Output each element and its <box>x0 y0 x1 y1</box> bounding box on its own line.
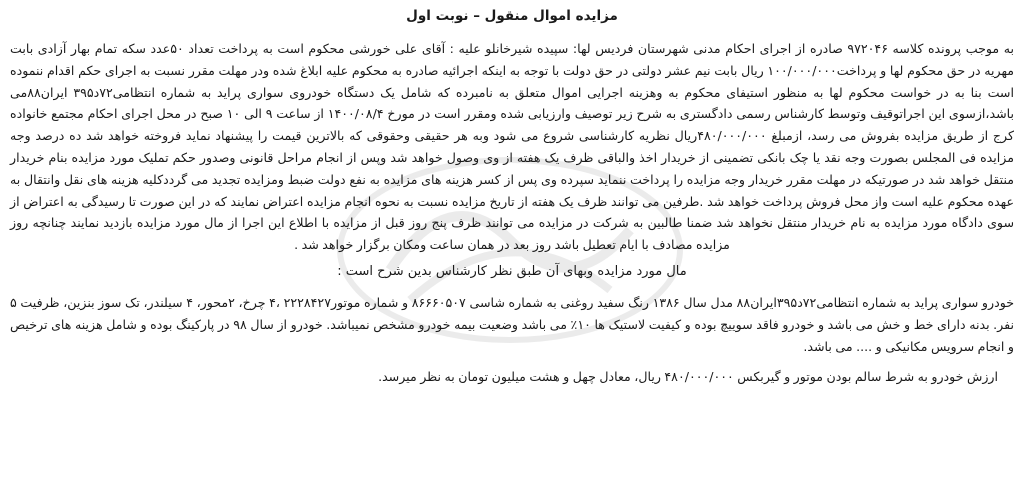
vehicle-specs-paragraph: خودرو سواری پراید به شماره انتظامی۷۲د۳۹۵ایران۸۸ مدل سال ۱۳۸۶ رنگ سفید روغنی به شماره شاسی ۸۶۶۶۰۵۰۷ و شماره موتور۲۲۲۸۴۲۷ ،۴ چرخ، ۲محور، ۴ سیلندر، تک سوز بنزین، ظرفیت ۵ نفر. بدنه دارای خط و خش می باشد و خودرو فاقد سوییچ بوده و کیفیت لاستیک ها ۱۰٪ می باشد وضعیت بیمه خودرو مشخص نمیباشد. خودرو از سال ۹۸ در پارکینگ بوده و شامل هزینه های ترخیص و انجام سرویس مکانیکی و .... می باشد. <box>10 294 1014 354</box>
appraisal-subtitle: مال مورد مزایده وبهای آن طبق نظر کارشناس بدین شرح است : <box>337 263 687 279</box>
notice-body-paragraph: به موجب پرونده کلاسه ۹۷۲۰۴۶ صادره از اجرای احکام مدنی شهرستان فردیس لها: سپیده شیرخانلو علیه : آقای علی خورشی محکوم است به پرداخت تعداد ۵۰عدد سکه تمام بهار آزادی بابت مهریه در حق محکوم لها و پرداخت۱۰۰/۰۰۰/۰۰۰ ریال بابت نیم عشر دولتی در حق دولت با توجه به اینکه اجرائیه صادره به محکوم علیه ابلاغ شده ودر مهلت مقرر نسبت به اجرای حکم اقدام ننموده است بنا به در خواست محکوم لها به منظور استیفای محکوم به وهزینه اجرایی اموال متعلق به نامبرده که شامل یک دستگاه خودروی سواری پراید به شماره انتظامی۷۲د۳۹۵ ایران۸۸می باشد،ازسوی این اجراتوقیف وتوسط کارشناس رسمی دادگستری به شرح زیر توصیف وارزیابی شده ومقرر است در مورخ ۱۴۰۰/۰۸/۴ از ساعت ۹ الی ۱۰ صبح در محل اجرای احکام مجتمع خانواده کرج از طریق مزایده بفروش می رسد، ازمبلغ ۴۸۰/۰۰۰/۰۰۰ریال نظریه کارشناسی شروع می شود وبه هر حقیقی وحقوقی که بالاترین قیمت را پیشنهاد نماید فروخته خواهد شد ده درصد وجه مزایده فی المجلس بصورت وجه نقد یا چک بانکی تضمینی از خریدار اخذ والباقی ظرف یک هفته از وی وصول خواهد شد وپس از انجام مراحل قانونی وصدور حکم تملیک مورد مزایده بنام خریدار منتقل خواهد شد در صورتیکه در مهلت مقرر خریدار وجه مزایده را پرداخت ننماید سپرده وی پس از کسر هزینه های مزایده به نفع دولت ضبط ومزایده تجدید می گرددکلیه هزینه های نقل وانتقال به عهده محکوم علیه است واز محل فروش پرداخت خواهد شد .طرفین می توانند ظرف یک هفته از تاریخ مزایده نسبت به نحوه انجام مزایده اعتراض نمایند که در این صورت تا رسیدگی به اعتراض از سوی دادگاه مورد مزایده به نام خریدار منتقل نخواهد شد ضمنا طالبین به شرکت در مزایده می توانند ظرف پنج روز قبل از مزایده با اطلاع این اجرا از مال مورد مزایده بازدید نمایند چنانچه روز مزایده مصادف با ایام تعطیل باشد روز بعد در همان ساعت ومکان برگزار خواهد شد . <box>10 41 1015 253</box>
appraised-value-line: ارزش خودرو به شرط سالم بودن موتور و گیربکس ۴۸۰/۰۰۰/۰۰۰ ریال، معادل چهل و هشت میلیون تومان به نظر میرسد. <box>378 369 998 385</box>
notice-title: مزایده اموال منقول – نوبت اول <box>406 8 618 24</box>
